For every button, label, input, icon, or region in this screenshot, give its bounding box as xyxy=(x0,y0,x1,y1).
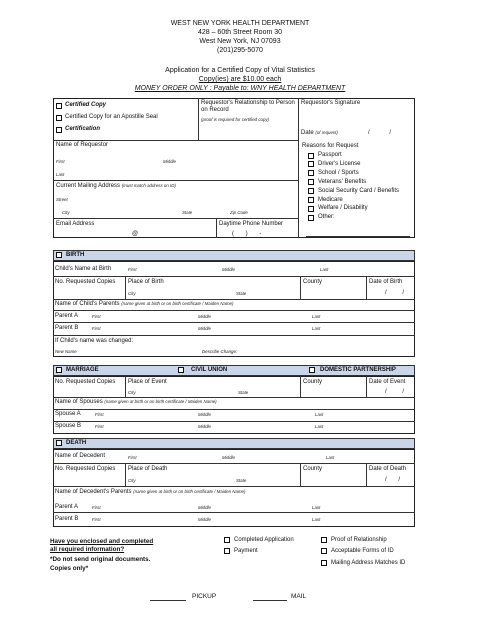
death-title: DEATH xyxy=(66,440,87,446)
death-parent-b-last: Last xyxy=(312,517,321,522)
relationship-note: (proof is required for certified copy) xyxy=(201,117,270,122)
form-title: Application for a Certified Copy of Vital Statistics xyxy=(165,67,315,74)
death-county-label: County xyxy=(303,466,323,472)
death-parent-a-label: Parent A xyxy=(55,504,79,510)
address-line2: West New York, NJ 07093 xyxy=(199,38,281,45)
place-of-birth-label: Place of Birth xyxy=(128,279,164,285)
spouse-b-middle: Middle xyxy=(198,424,211,429)
mail-label: MAIL xyxy=(291,593,307,600)
spouses-label: Name of Spouses (name given at birth or on birth certificate / Maiden Name) xyxy=(55,399,217,405)
spouse-a-first: First xyxy=(95,412,104,417)
reason-label: Other: xyxy=(318,214,335,221)
death-parent-a-first: First xyxy=(92,505,101,510)
dod-separators: / / xyxy=(385,477,401,483)
payment-label: Payment xyxy=(234,548,258,554)
mailing-address-label: Current Mailing Address (must match address on ID) xyxy=(56,183,176,189)
requestor-middle: Middle xyxy=(163,159,176,164)
enclosed-question-line2: all required information? xyxy=(50,546,125,553)
new-name-label: New Name xyxy=(55,349,77,354)
reason-checkbox[interactable] xyxy=(308,206,314,212)
parent-b-first: First xyxy=(92,326,101,331)
birth-title: BIRTH xyxy=(66,252,85,258)
death-parent-b-label: Parent B xyxy=(55,516,79,522)
copies-only-note: Copies only* xyxy=(50,565,89,572)
marriage-title: MARRIAGE xyxy=(66,367,99,373)
requestor-first: First xyxy=(56,159,65,164)
parent-a-last: Last xyxy=(312,314,321,319)
death-parent-b-middle: Middle xyxy=(198,517,211,522)
birth-state: State xyxy=(236,291,247,296)
parent-a-label: Parent A xyxy=(55,313,79,319)
requestor-name-label: Name of Requestor xyxy=(56,142,109,148)
parent-a-first: First xyxy=(92,314,101,319)
marriage-county-label: County xyxy=(303,379,323,385)
birth-county-label: County xyxy=(303,279,323,285)
price-note: Copy(ies) are $10.00 each xyxy=(198,76,282,83)
spouse-b-last: Last xyxy=(315,424,324,429)
parent-b-middle: Middle xyxy=(198,326,211,331)
email-at: @ xyxy=(132,231,139,237)
other-reason-line[interactable] xyxy=(306,236,410,237)
decedent-middle: Middle xyxy=(222,455,235,460)
proof-relationship-checkbox[interactable] xyxy=(321,537,327,543)
mailing-matches-id-checkbox[interactable] xyxy=(321,560,327,566)
signature-label: Requestor's Signature xyxy=(301,100,361,106)
parent-a-middle: Middle xyxy=(198,314,211,319)
event-city: City xyxy=(128,390,136,395)
child-parents-label: Name of Child's Parents (name given at birth or on birth certificate / Maiden Name) xyxy=(55,301,234,307)
reason-checkbox[interactable] xyxy=(308,188,314,194)
city-label: City xyxy=(62,210,70,215)
certified-copy-checkbox[interactable] xyxy=(56,103,62,109)
birth-header xyxy=(53,250,415,261)
reason-checkbox[interactable] xyxy=(308,179,314,185)
birth-first: First xyxy=(128,267,137,272)
reason-checkbox[interactable] xyxy=(308,215,314,221)
reason-checkbox[interactable] xyxy=(308,153,314,159)
email-label: Email Address xyxy=(56,221,95,227)
death-state: State xyxy=(236,478,247,483)
state-label: State xyxy=(182,210,193,215)
child-name-label: Child's Name at Birth xyxy=(55,266,112,272)
date-of-birth-label: Date of Birth xyxy=(369,279,403,285)
pickup-label: PICKUP xyxy=(192,593,217,600)
pickup-line[interactable] xyxy=(150,600,186,601)
reason-checkbox[interactable] xyxy=(308,197,314,203)
street-label: Street xyxy=(56,197,68,202)
reasons-label: Reasons for Request xyxy=(302,143,359,149)
proof-relationship-label: Proof of Relationship xyxy=(331,537,387,543)
certification-label: Certification xyxy=(65,126,101,132)
phone-label: Daytime Phone Number xyxy=(219,221,284,227)
civil-union-checkbox[interactable] xyxy=(178,367,184,373)
parent-b-label: Parent B xyxy=(55,325,79,331)
reason-label: School / Sports xyxy=(318,169,359,176)
event-state: State xyxy=(238,390,249,395)
birth-copies-label: No. Requested Copies xyxy=(55,279,116,285)
domestic-partnership-title: DOMESTIC PARTNERSHIP xyxy=(320,367,396,373)
death-parent-a-middle: Middle xyxy=(198,505,211,510)
phone-number: (201)295-5070 xyxy=(217,47,263,54)
decedent-parents-label: Name of Decedent's Parents (name given at birth or on birth certificate / Maiden Name) xyxy=(55,489,246,495)
acceptable-id-checkbox[interactable] xyxy=(321,548,327,554)
place-of-death-label: Place of Death xyxy=(128,466,168,472)
acceptable-id-label: Acceptable Forms of ID xyxy=(331,548,394,554)
marriage-checkbox[interactable] xyxy=(56,367,62,373)
completed-application-checkbox[interactable] xyxy=(224,537,230,543)
date-of-death-label: Date of Death xyxy=(369,466,407,472)
decedent-first: First xyxy=(128,455,137,460)
civil-union-title: CIVIL UNION xyxy=(191,367,228,373)
completed-application-label: Completed Application xyxy=(234,537,294,543)
reason-checkbox[interactable] xyxy=(308,161,314,167)
decedent-label: Name of Decedent xyxy=(55,453,106,459)
spouse-a-label: Spouse A xyxy=(55,411,81,417)
death-parent-a-last: Last xyxy=(312,505,321,510)
death-parent-b-first: First xyxy=(92,517,101,522)
decedent-last: Last xyxy=(326,455,335,460)
birth-city: City xyxy=(128,291,136,296)
enclosed-question-line1: Have you enclosed and completed xyxy=(50,538,154,545)
spouse-b-first: First xyxy=(95,424,104,429)
spouse-a-last: Last xyxy=(315,412,324,417)
requestor-last: Last xyxy=(56,172,65,177)
reason-label: Driver's License xyxy=(318,160,361,167)
phone-format: ( ) - xyxy=(232,231,262,237)
birth-checkbox[interactable] xyxy=(56,252,62,258)
dob-separators: / / xyxy=(385,290,405,296)
describe-change-label: Describe Change: xyxy=(202,349,238,354)
certified-copy-label: Certified Copy xyxy=(65,102,107,108)
mail-line[interactable] xyxy=(253,600,287,601)
death-city: City xyxy=(128,478,136,483)
reason-label: Social Security Card / Benefits xyxy=(318,187,400,194)
date-label: Date (of request) xyxy=(301,130,338,136)
birth-last: Last xyxy=(320,267,329,272)
marriage-copies-label: No. Requested Copies xyxy=(55,379,116,385)
date-separators: / / xyxy=(368,130,392,136)
date-of-event-label: Date of Event xyxy=(369,379,406,385)
reason-label: Medicare xyxy=(318,196,343,203)
death-header xyxy=(53,438,415,449)
name-changed-label: If Child's name was changed: xyxy=(55,338,134,344)
org-name: WEST NEW YORK HEALTH DEPARTMENT xyxy=(170,20,310,27)
reason-label: Veterans' Benefits xyxy=(318,178,367,185)
domestic-partnership-checkbox[interactable] xyxy=(309,367,315,373)
address-line1: 428 – 60th Street Room 30 xyxy=(197,29,283,36)
birth-middle: Middle xyxy=(222,267,235,272)
spouse-a-middle: Middle xyxy=(198,412,211,417)
certification-checkbox[interactable] xyxy=(56,127,62,133)
reason-checkbox[interactable] xyxy=(308,170,314,176)
zip-label: Zip Code xyxy=(230,210,248,215)
death-checkbox[interactable] xyxy=(56,440,62,446)
relationship-label: Requestor's Relationship to Person on Record xyxy=(201,100,295,113)
spouse-b-label: Spouse B xyxy=(55,423,82,429)
death-section xyxy=(53,449,415,527)
parent-b-last: Last xyxy=(312,326,321,331)
original-docs-note: *Do not send original documents. xyxy=(50,556,151,563)
apostille-label: Certified Copy for an Apostille Seal xyxy=(65,114,158,120)
doe-separators: / / xyxy=(385,389,405,395)
apostille-checkbox[interactable] xyxy=(56,115,62,121)
mailing-matches-id-label: Mailing Address Matches ID xyxy=(331,560,406,566)
payment-checkbox[interactable] xyxy=(224,548,230,554)
reason-label: Welfare / Disability xyxy=(318,205,368,212)
death-copies-label: No. Requested Copies xyxy=(55,466,116,472)
place-of-event-label: Place of Event xyxy=(128,379,167,385)
reason-label: Passport xyxy=(318,152,342,158)
payment-note: MONEY ORDER ONLY : Payable to: WNY HEALTH DEPARTMENT xyxy=(134,85,346,92)
